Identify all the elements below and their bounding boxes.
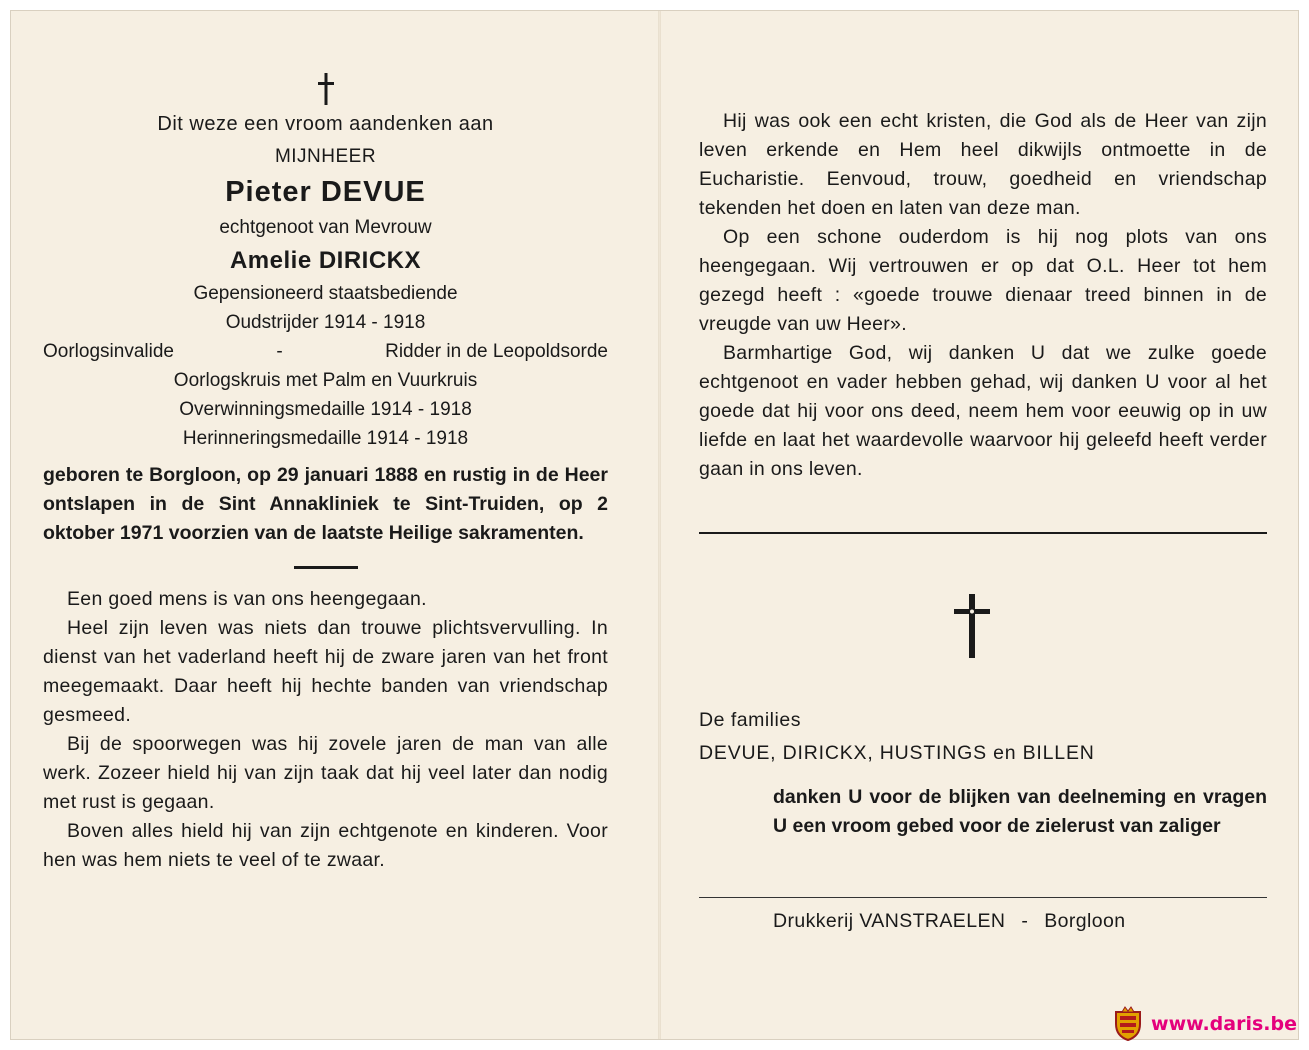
printer-credit: [773, 910, 1267, 933]
left-page: [43, 71, 608, 875]
divider: [294, 566, 358, 569]
title-line: Oudstrijder 1914 - 1918: [225, 312, 426, 333]
card-fold: [658, 11, 661, 1039]
divider: [699, 532, 1267, 534]
title-part: Oorlogsinvalide: [43, 341, 174, 362]
eulogy-paragraph: Barmhartige God, wij danken U dat we zulke goede echtgenoot en vader hebben gehad, wij danken U voor al het goede dat hij voor ons deed, neem hem voor eeuwig op in uw liefde en laat het waardevolle waarvoor hij geleefd heeft verder gaan in ons leven.: [699, 342, 1267, 480]
families-names: DEVUE, DIRICKX, HUSTINGS en BILLEN: [699, 742, 1095, 764]
eulogy-paragraph: Boven alles hield hij van zijn echtgenote en kinderen. Voor hen was hem niets te veel of te zwaar.: [43, 820, 608, 871]
eulogy-paragraph: Op een schone ouderdom is hij nog plots van ons heengegaan. Wij vertrouwen er op dat O.L. Heer tot hem gezegd heeft : «goede trouwe dienaar treed binnen in de vreugde van uw Heer».: [699, 226, 1267, 335]
thanks-text: danken U voor de blijken van deelneming en vragen U een vroom gebed voor de zielerust van zaliger: [773, 786, 1267, 837]
title-part: Ridder in de Leopoldsorde: [385, 341, 608, 362]
printer-town: Borgloon: [1044, 910, 1126, 932]
divider: [699, 897, 1267, 898]
coat-of-arms-icon: [1113, 1006, 1143, 1042]
spouse-name: Amelie DIRICKX: [229, 247, 422, 274]
title-line: Herinneringsmedaille 1914 - 1918: [182, 428, 469, 449]
deceased-name: Pieter DEVUE: [225, 176, 426, 208]
watermark-link[interactable]: www.daris.be: [1151, 1013, 1297, 1035]
honorific: MIJNHEER: [274, 146, 377, 167]
titles-list: [43, 279, 608, 453]
right-page: [699, 107, 1267, 933]
title-line: Gepensioneerd staatsbediende: [193, 283, 458, 304]
cross-icon: [316, 71, 336, 107]
printer-dash: -: [1021, 910, 1029, 932]
eulogy-paragraph: Een goed mens is van ons heengegaan.: [67, 588, 427, 610]
cross-icon: [950, 592, 994, 660]
eulogy-paragraph: Bij de spoorwegen was hij zovele jaren de man van alle werk. Zozeer hield hij van zijn taak dat hij veel later dan nodig met rust is gegaan.: [43, 733, 608, 813]
eulogy-paragraph: Heel zijn leven was niets dan trouwe plichtsvervulling. In dienst van het vaderland heeft hij de zware jaren van het front meegemaakt. Daar heeft hij hechte banden van vriendschap gesmeed.: [43, 617, 608, 726]
title-line: Oorlogskruis met Palm en Vuurkruis: [173, 370, 478, 391]
memorial-card: [10, 10, 1299, 1040]
title-line: Overwinningsmedaille 1914 - 1918: [179, 399, 472, 420]
title-dash: -: [276, 341, 283, 362]
title-line-split: [43, 337, 608, 366]
watermark[interactable]: [1113, 1006, 1297, 1042]
spouse-label: echtgenoot van Mevrouw: [219, 217, 432, 238]
birth-death-text: geboren te Borgloon, op 29 januari 1888 en rustig in de Heer ontslapen in de Sint Annakliniek te Sint-Truiden, op 2 oktober 1971 voorzien van de laatste Heilige sakramenten.: [43, 464, 608, 544]
intro-text: Dit weze een vroom aandenken aan: [157, 113, 494, 135]
printer-name: Drukkerij VANSTRAELEN: [773, 910, 1006, 932]
cross-wrap: [699, 592, 1244, 665]
eulogy-paragraph: Hij was ook een echt kristen, die God als de Heer van zijn leven erkende en Hem heel dikwijls ontmoette in de Eucharistie. Eenvoud, trouw, goedheid en vriendschap tekenden het doen en laten van deze man.: [699, 110, 1267, 219]
families-label: De families: [699, 709, 801, 731]
